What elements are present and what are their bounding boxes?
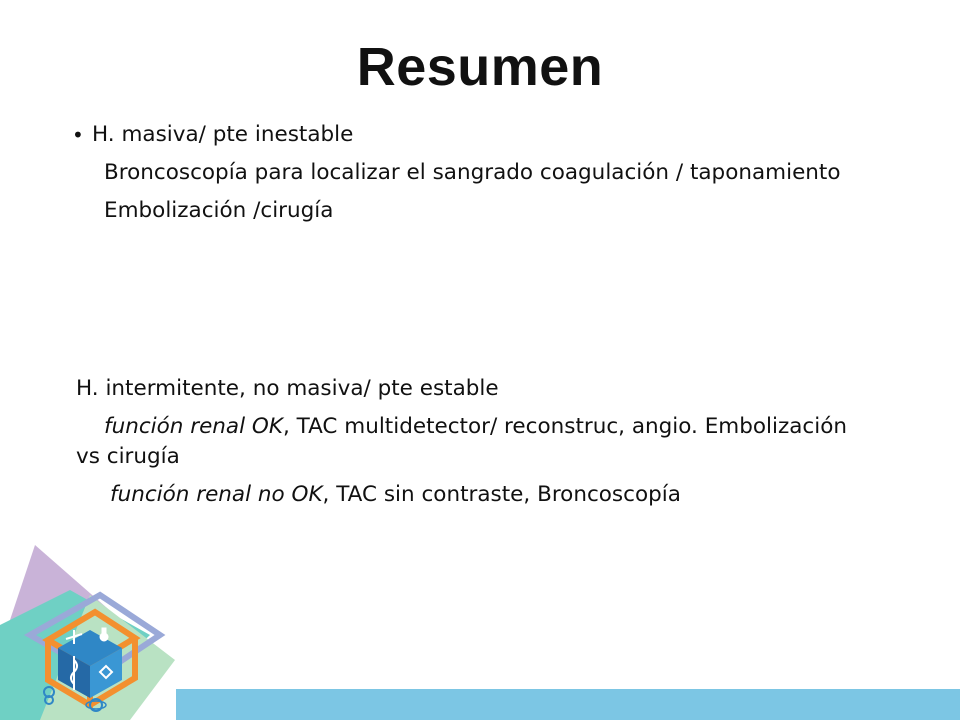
intermittent-item-renal-ok <box>76 412 856 472</box>
renal-ok-label: función renal OK <box>104 414 283 439</box>
massive-line-embolization: Embolización /cirugía <box>104 198 334 223</box>
slide-body <box>72 116 856 510</box>
bullet-heading-massive: H. masiva/ pte inestable <box>92 122 354 147</box>
intermittent-item-renal-not-ok <box>76 480 856 510</box>
medical-logo-icon <box>0 540 190 720</box>
massive-line-bronchoscopy: Broncoscopía para localizar el sangrado coagulación / taponamiento <box>104 160 841 185</box>
bullet-icon: • <box>72 123 84 147</box>
bottom-accent-bar <box>176 689 960 720</box>
bullet-item-massive <box>72 120 856 150</box>
renal-not-ok-text: , TAC sin contraste, Broncoscopía <box>322 482 681 507</box>
renal-not-ok-label: función renal no OK <box>110 482 323 507</box>
slide-title: Resumen <box>356 37 604 97</box>
renal-ok-text: , TAC multidetector/ reconstruc, angio. Embolización vs cirugía <box>76 414 848 469</box>
intermittent-heading: H. intermitente, no masiva/ pte estable <box>76 376 499 401</box>
